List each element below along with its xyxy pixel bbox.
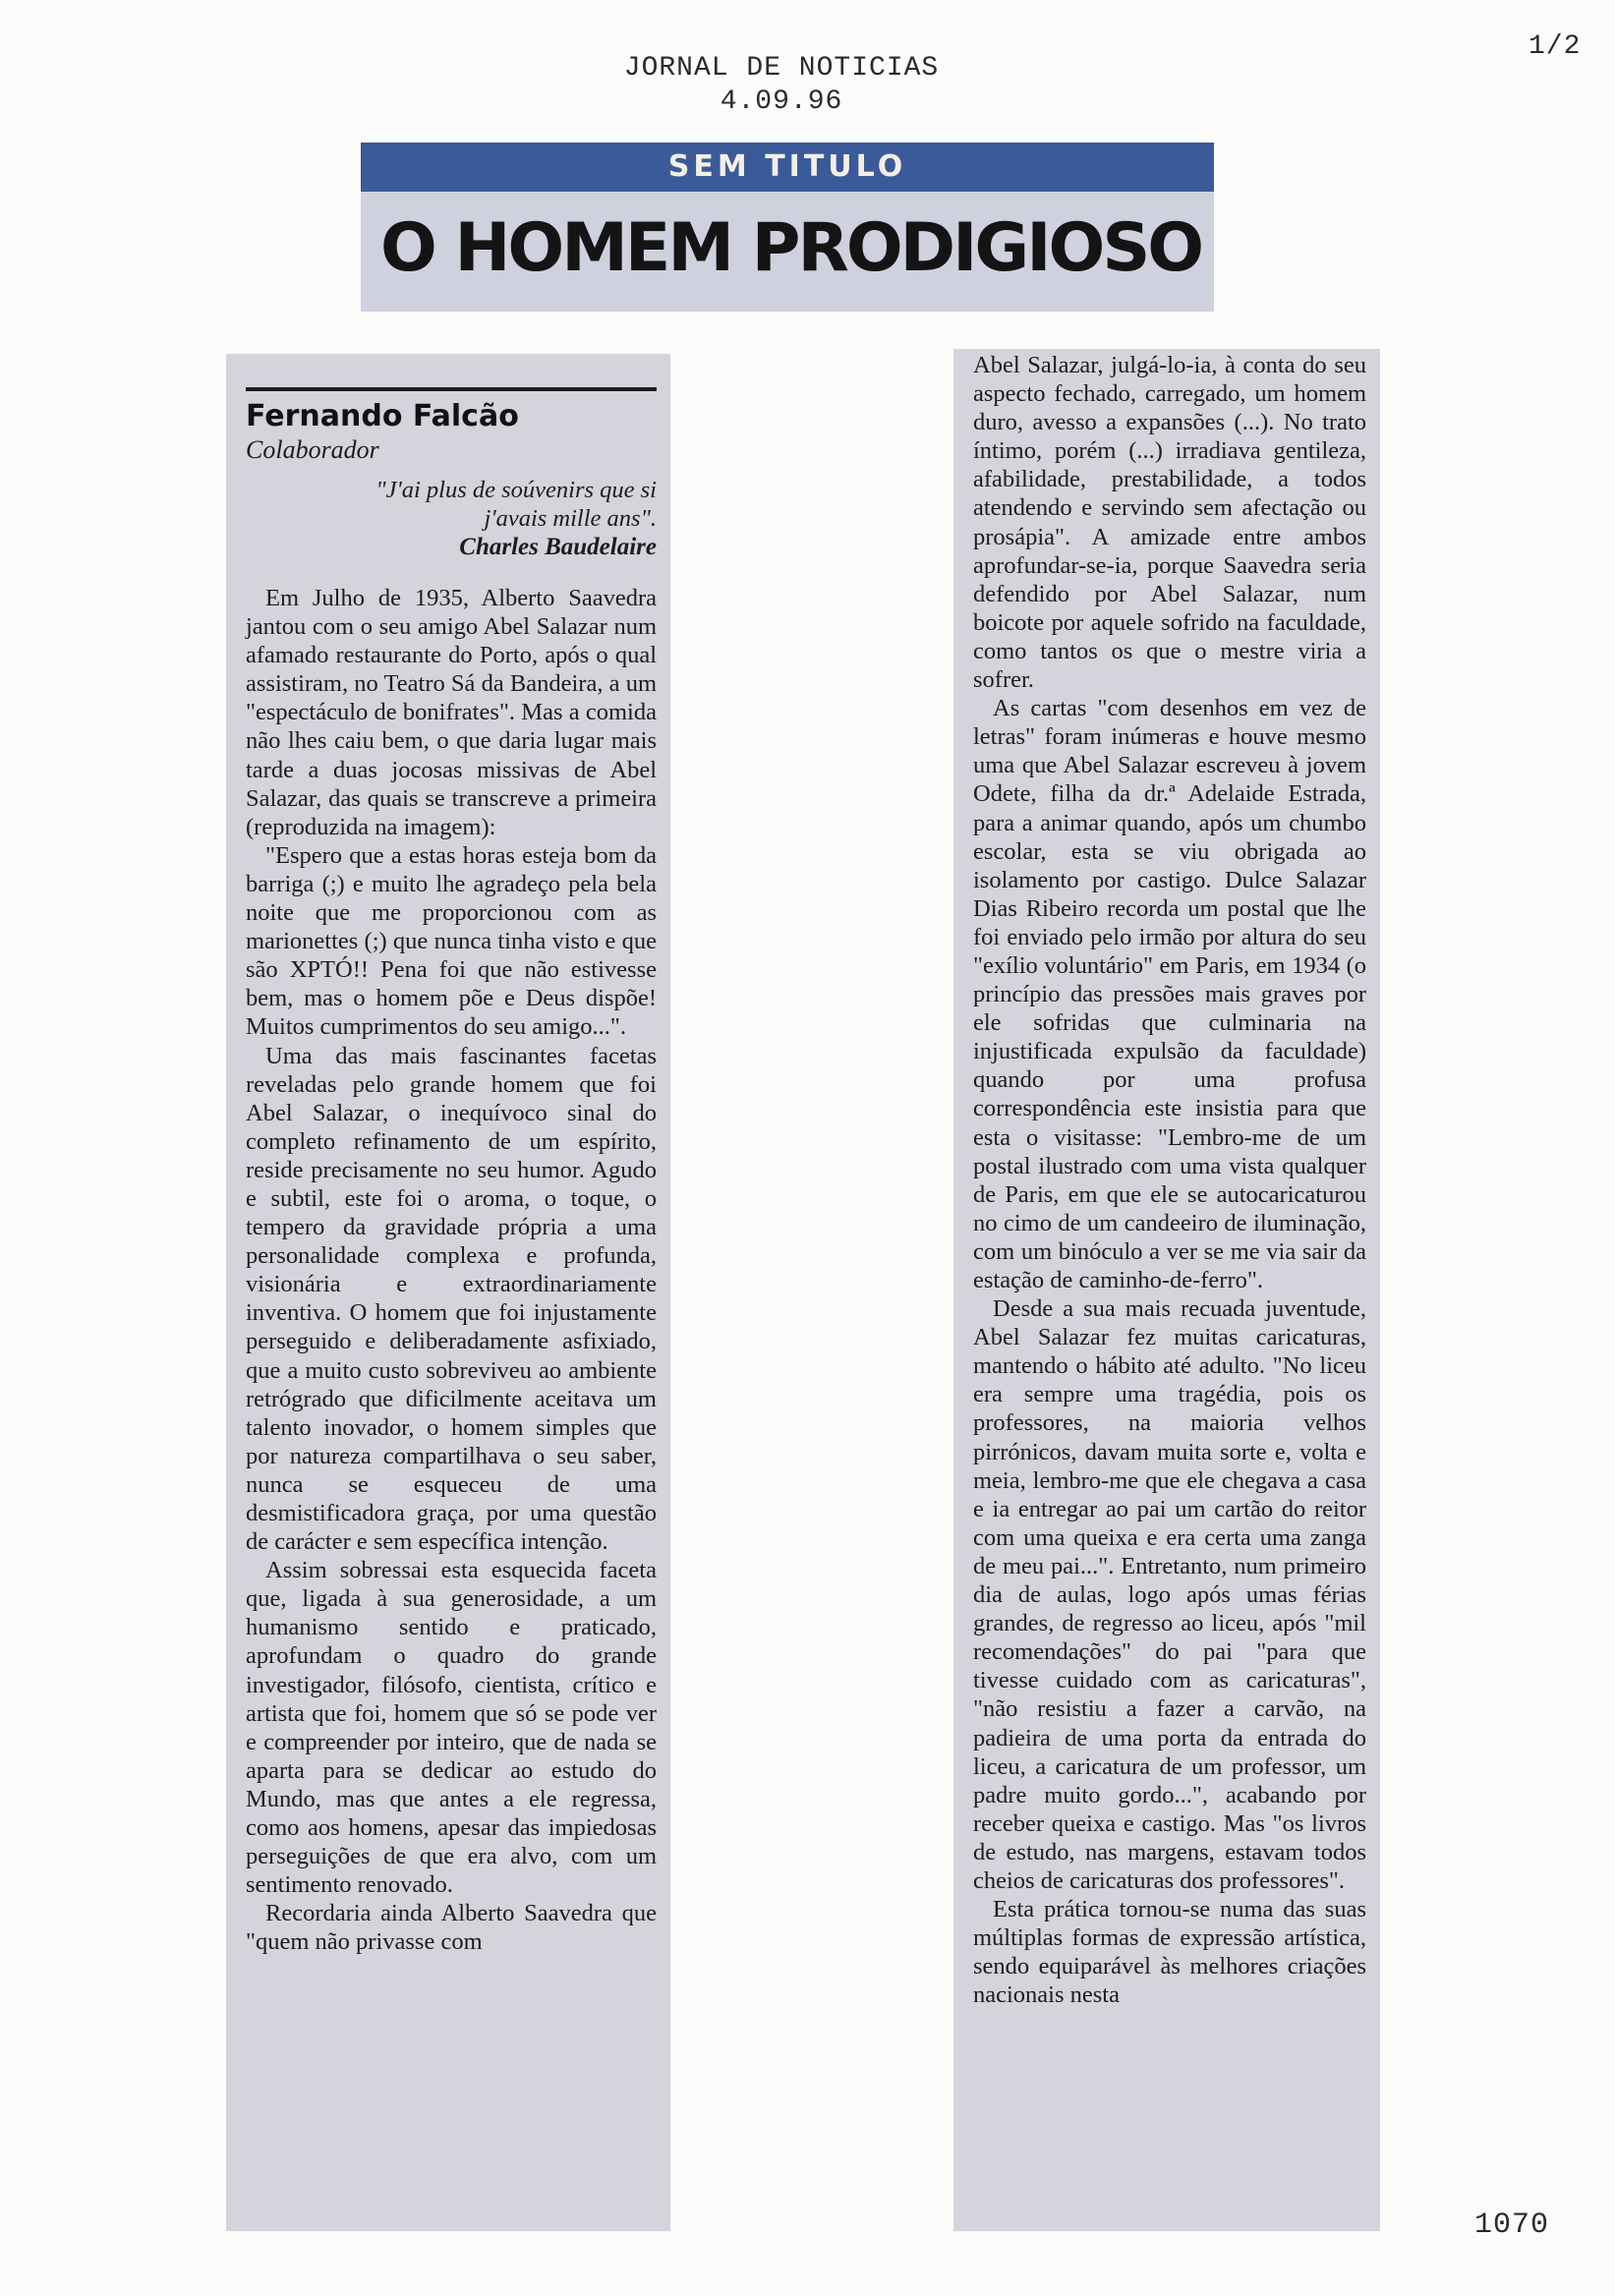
epigraph-quote: "J'ai plus de soúvenirs que si j'avais mille ans".	[375, 477, 657, 532]
article-paragraph: Em Julho de 1935, Alberto Saavedra jantou com o seu amigo Abel Salazar num afamado restaurante do Porto, após o qual assistiram, no Teatro Sá da Bandeira, a um "espectáculo de bonifrates". Mas a comida não lhes caiu bem, o que daria lugar mais tarde a duas jocosas missivas de Abel Salazar, das quais se transcreve a primeira (reproduzida na imagem):	[246, 585, 657, 840]
article-column-right	[953, 349, 1380, 2231]
section-banner: SEM TITULO	[361, 143, 1214, 192]
publication-date: 4.09.96	[720, 86, 843, 117]
epigraph-author: Charles Baudelaire	[459, 534, 657, 560]
author-name: Fernando Falcão	[246, 399, 519, 433]
byline-rule	[246, 387, 657, 391]
article-paragraph: As cartas "com desenhos em vez de letras" foram inúmeras e houve mesmo uma que Abel Salazar escreveu à jovem Odete, filha da dr.ª Adelaide Estrada, para a animar quando, após um chumbo escolar, esta se viu obrigada ao isolamento por castigo. Dulce Salazar Dias Ribeiro recorda um postal que lhe foi enviado pelo irmão por altura do seu "exílio voluntário" em Paris, em 1934 (o princípio das pressões mais graves por ele sofridas que culminaria na injustificada expulsão da faculdade) quando por uma profusa correspondência este insistia para que esta o visitasse: "Lembro-me de um postal ilustrado com uma vista qualquer de Paris, em que ele se autocaricaturou no cimo de um candeeiro de iluminação, com um binóculo a ver se me via sair da estação de caminho-de-ferro".	[973, 695, 1366, 1293]
article-headline: O HOMEM PRODIGIOSO	[380, 209, 1202, 287]
article-paragraph: Esta prática tornou-se numa das suas múltiplas formas de expressão artística, sendo equiparável às melhores criações nacionais nesta	[973, 1896, 1366, 2009]
article-paragraph: Abel Salazar, julgá-lo-ia, à conta do seu aspecto fechado, carregado, um homem duro, avesso a expansões (...). No trato íntimo, porém (...) irradiava gentileza, afabilidade, prestabilidade, a todos atendendo e servindo sem afectação ou prosápia". A amizade entre ambos aprofundar-se-ia, porque Saavedra seria defendido por Abel Salazar, num boicote por aquele sofrido na faculdade, como tantos os que o mestre viria a sofrer.	[973, 352, 1366, 694]
article-paragraph: "Espero que a estas horas esteja bom da barriga (;) e muito lhe agradeço pela bela noite que me proporcionou com as marionettes (;) que nunca tinha visto e que são XPTÓ!! Pena foi que não estivesse bem, mas o homem põe e Deus dispõe! Muitos cumprimentos do seu amigo...".	[246, 841, 657, 1041]
archive-number: 1070	[1474, 2209, 1550, 2242]
newspaper-source: JORNAL DE NOTICIAS	[623, 53, 940, 84]
article-paragraph: Uma das mais fascinantes facetas reveladas pelo grande homem que foi Abel Salazar, o inequívoco sinal do completo refinamento de um espírito, reside precisamente no seu humor. Agudo e subtil, este foi o aroma, o toque, o tempero da gravidade própria a uma personalidade complexa e profunda, visionária e extraordinariamente inventiva. O homem que foi injustamente perseguido e deliberadamente asfixiado, que a muito custo sobreviveu ao ambiente retrógrado que dificilmente aceitava um talento inovador, o homem simples que por natureza compartilhava o seu saber, nunca se esqueceu de uma desmistificadora graça, por uma questão de carácter e sem específica intenção.	[246, 1042, 657, 1556]
article-paragraph: Desde a sua mais recuada juventude, Abel Salazar fez muitas caricaturas, mantendo o hábito até adulto. "No liceu era sempre uma tragédia, pois os professores, na maioria velhos pirrónicos, davam muita sorte e, volta e meia, lembro-me que ele chegava a casa e ia entregar ao pai um cartão do reitor com uma queixa e era certa uma zanga de meu pai...". Entretanto, num primeiro dia de aulas, logo após umas férias grandes, de regresso ao liceu, após "mil recomendações" do pai "para que tivesse cuidado com as caricaturas", "não resistiu a fazer a carvão, na padieira de uma porta da entrada do liceu, a caricatura de um professor, um padre muito gordo...", acabando por receber queixa e castigo. Mas "os livros de estudo, nas margens, estavam todos cheios de caricaturas dos professores".	[973, 1295, 1366, 1894]
article-paragraph: Assim sobressai esta esquecida faceta que, ligada à sua generosidade, a um humanismo sentido e praticado, aprofundam o quadro do grande investigador, filósofo, cientista, crítico e artista que foi, homem que só se pode ver e compreender por inteiro, que de nada se aparta para se dedicar ao estudo do Mundo, mas que antes a ele regressa, como aos homens, apesar das impiedosas perseguições de que era alvo, com um sentimento renovado.	[246, 1557, 657, 1899]
headline-box	[361, 192, 1214, 312]
page-number: 1/2	[1528, 31, 1582, 62]
article-column-left	[226, 354, 670, 2231]
article-paragraph: Recordaria ainda Alberto Saavedra que "quem não privasse com	[246, 1900, 657, 1956]
author-role: Colaborador	[246, 435, 379, 464]
